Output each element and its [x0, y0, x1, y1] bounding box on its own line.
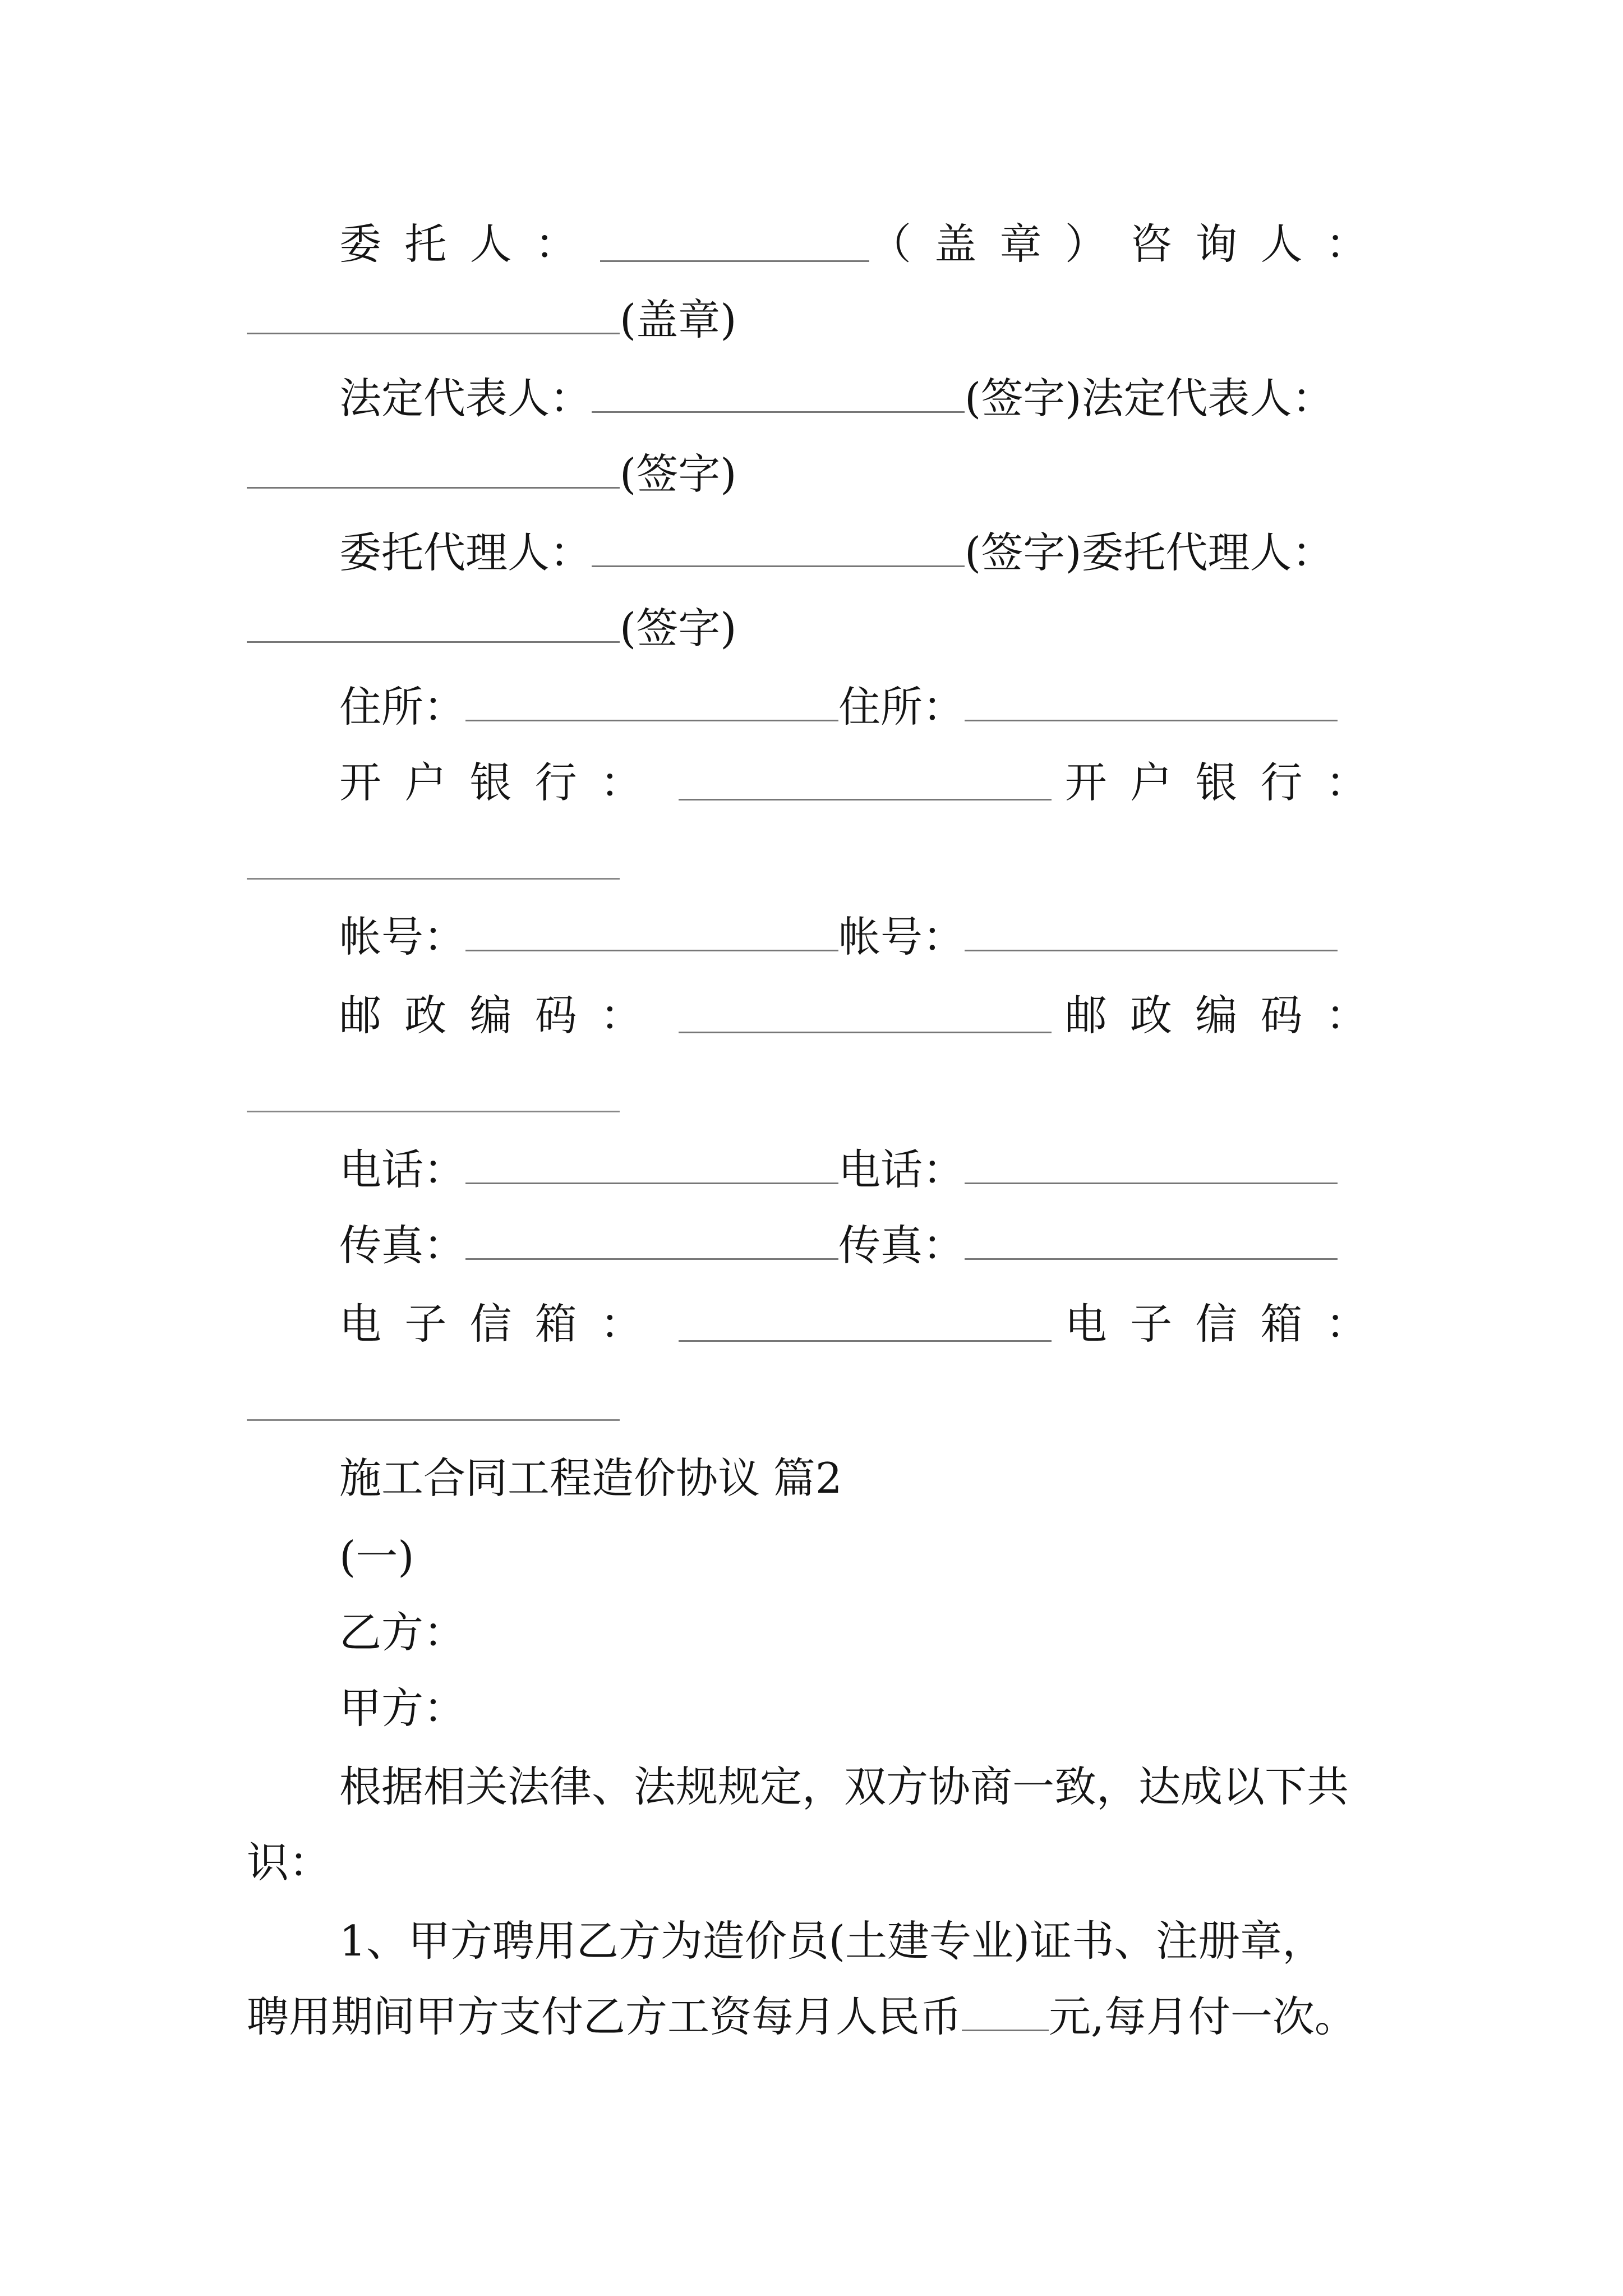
salary-blank: [962, 1996, 1049, 2031]
fax-label-1: 传真：: [339, 1221, 466, 1270]
address-blank-1: [465, 686, 838, 721]
seal-consultant-label: （盖章）咨询人：: [869, 219, 1391, 269]
email-blank-2: [247, 1419, 620, 1421]
seal-label: (盖章): [620, 295, 737, 344]
agent-row-2: [247, 589, 1391, 668]
agent-blank-2: [247, 608, 620, 643]
client-row: [339, 205, 1391, 283]
section-title: 施工合同工程造价协议 篇2: [339, 1453, 842, 1503]
legal-rep-label: 法定代表人：: [339, 374, 592, 423]
clause1-line-1: 1、甲方聘用乙方为造价员(土建专业)证书、注册章，: [339, 1916, 1325, 1966]
address-row: [339, 668, 1391, 746]
account-blank-1: [465, 916, 838, 951]
client-blank: [600, 227, 869, 262]
bank-blank-1: [679, 765, 1052, 800]
email-blank-1: [679, 1306, 1052, 1342]
clause1-line-2: [247, 1977, 1391, 2056]
phone-blank-1: [465, 1149, 838, 1184]
phone-label-2: 电话：: [838, 1145, 965, 1194]
account-label-2: 帐号：: [838, 912, 965, 961]
clause1-line-2-post: 元,每月付一次。: [1049, 1992, 1357, 2041]
fax-label-2: 传真：: [838, 1221, 965, 1270]
agent-label: 委托代理人：: [339, 528, 592, 577]
account-label-1: 帐号：: [339, 912, 466, 961]
intro-line-1: 根据相关法律、法规规定，双方协商一致，达成以下共: [339, 1762, 1349, 1811]
legal-rep-row: [339, 359, 1391, 438]
agent-row: [339, 513, 1391, 592]
bank-label-1: 开户银行：: [339, 758, 666, 807]
postcode-blank-1: [679, 998, 1052, 1033]
agent-blank: [592, 532, 965, 567]
account-blank-2: [965, 916, 1338, 951]
client-label: 委托人：: [339, 219, 601, 269]
email-row: [339, 1285, 1391, 1363]
bank-label-2: 开户银行：: [1064, 758, 1391, 807]
party-a-label: 甲方：: [339, 1683, 466, 1733]
consultant-row: [247, 280, 1391, 359]
party-b-label: 乙方：: [339, 1608, 466, 1657]
legal-rep-blank: [592, 378, 965, 413]
address-label-1: 住所：: [339, 682, 466, 731]
section-number: (一): [339, 1532, 414, 1581]
postcode-label-2: 邮政编码：: [1064, 991, 1391, 1040]
legal-rep-blank-2: [247, 453, 620, 489]
email-label-2: 电子信箱：: [1064, 1299, 1391, 1349]
postcode-blank-2: [247, 1111, 620, 1112]
postcode-label-1: 邮政编码：: [339, 991, 666, 1040]
address-label-2: 住所：: [838, 682, 965, 731]
sign-label-2: (签字): [620, 604, 737, 653]
postcode-row: [339, 976, 1391, 1055]
fax-blank-1: [465, 1225, 838, 1260]
consultant-blank: [247, 299, 620, 334]
fax-blank-2: [965, 1225, 1338, 1260]
address-blank-2: [965, 686, 1338, 721]
legal-rep-row-2: [247, 435, 1391, 513]
fax-row: [339, 1206, 1391, 1285]
account-row: [339, 898, 1391, 976]
intro-line-2: 识：: [247, 1838, 331, 1887]
phone-label-1: 电话：: [339, 1145, 466, 1194]
phone-blank-2: [965, 1149, 1338, 1184]
sign-agent-label: (签字)委托代理人：: [965, 528, 1334, 577]
bank-row: [339, 743, 1391, 822]
phone-row: [339, 1130, 1391, 1209]
email-label-1: 电子信箱：: [339, 1299, 666, 1349]
sign-legal-rep-label: (签字)法定代表人：: [965, 374, 1334, 423]
sign-label-1: (签字): [620, 449, 737, 499]
bank-blank-2: [247, 878, 620, 880]
clause1-line-2-pre: 聘用期间甲方支付乙方工资每月人民币: [247, 1992, 962, 2041]
